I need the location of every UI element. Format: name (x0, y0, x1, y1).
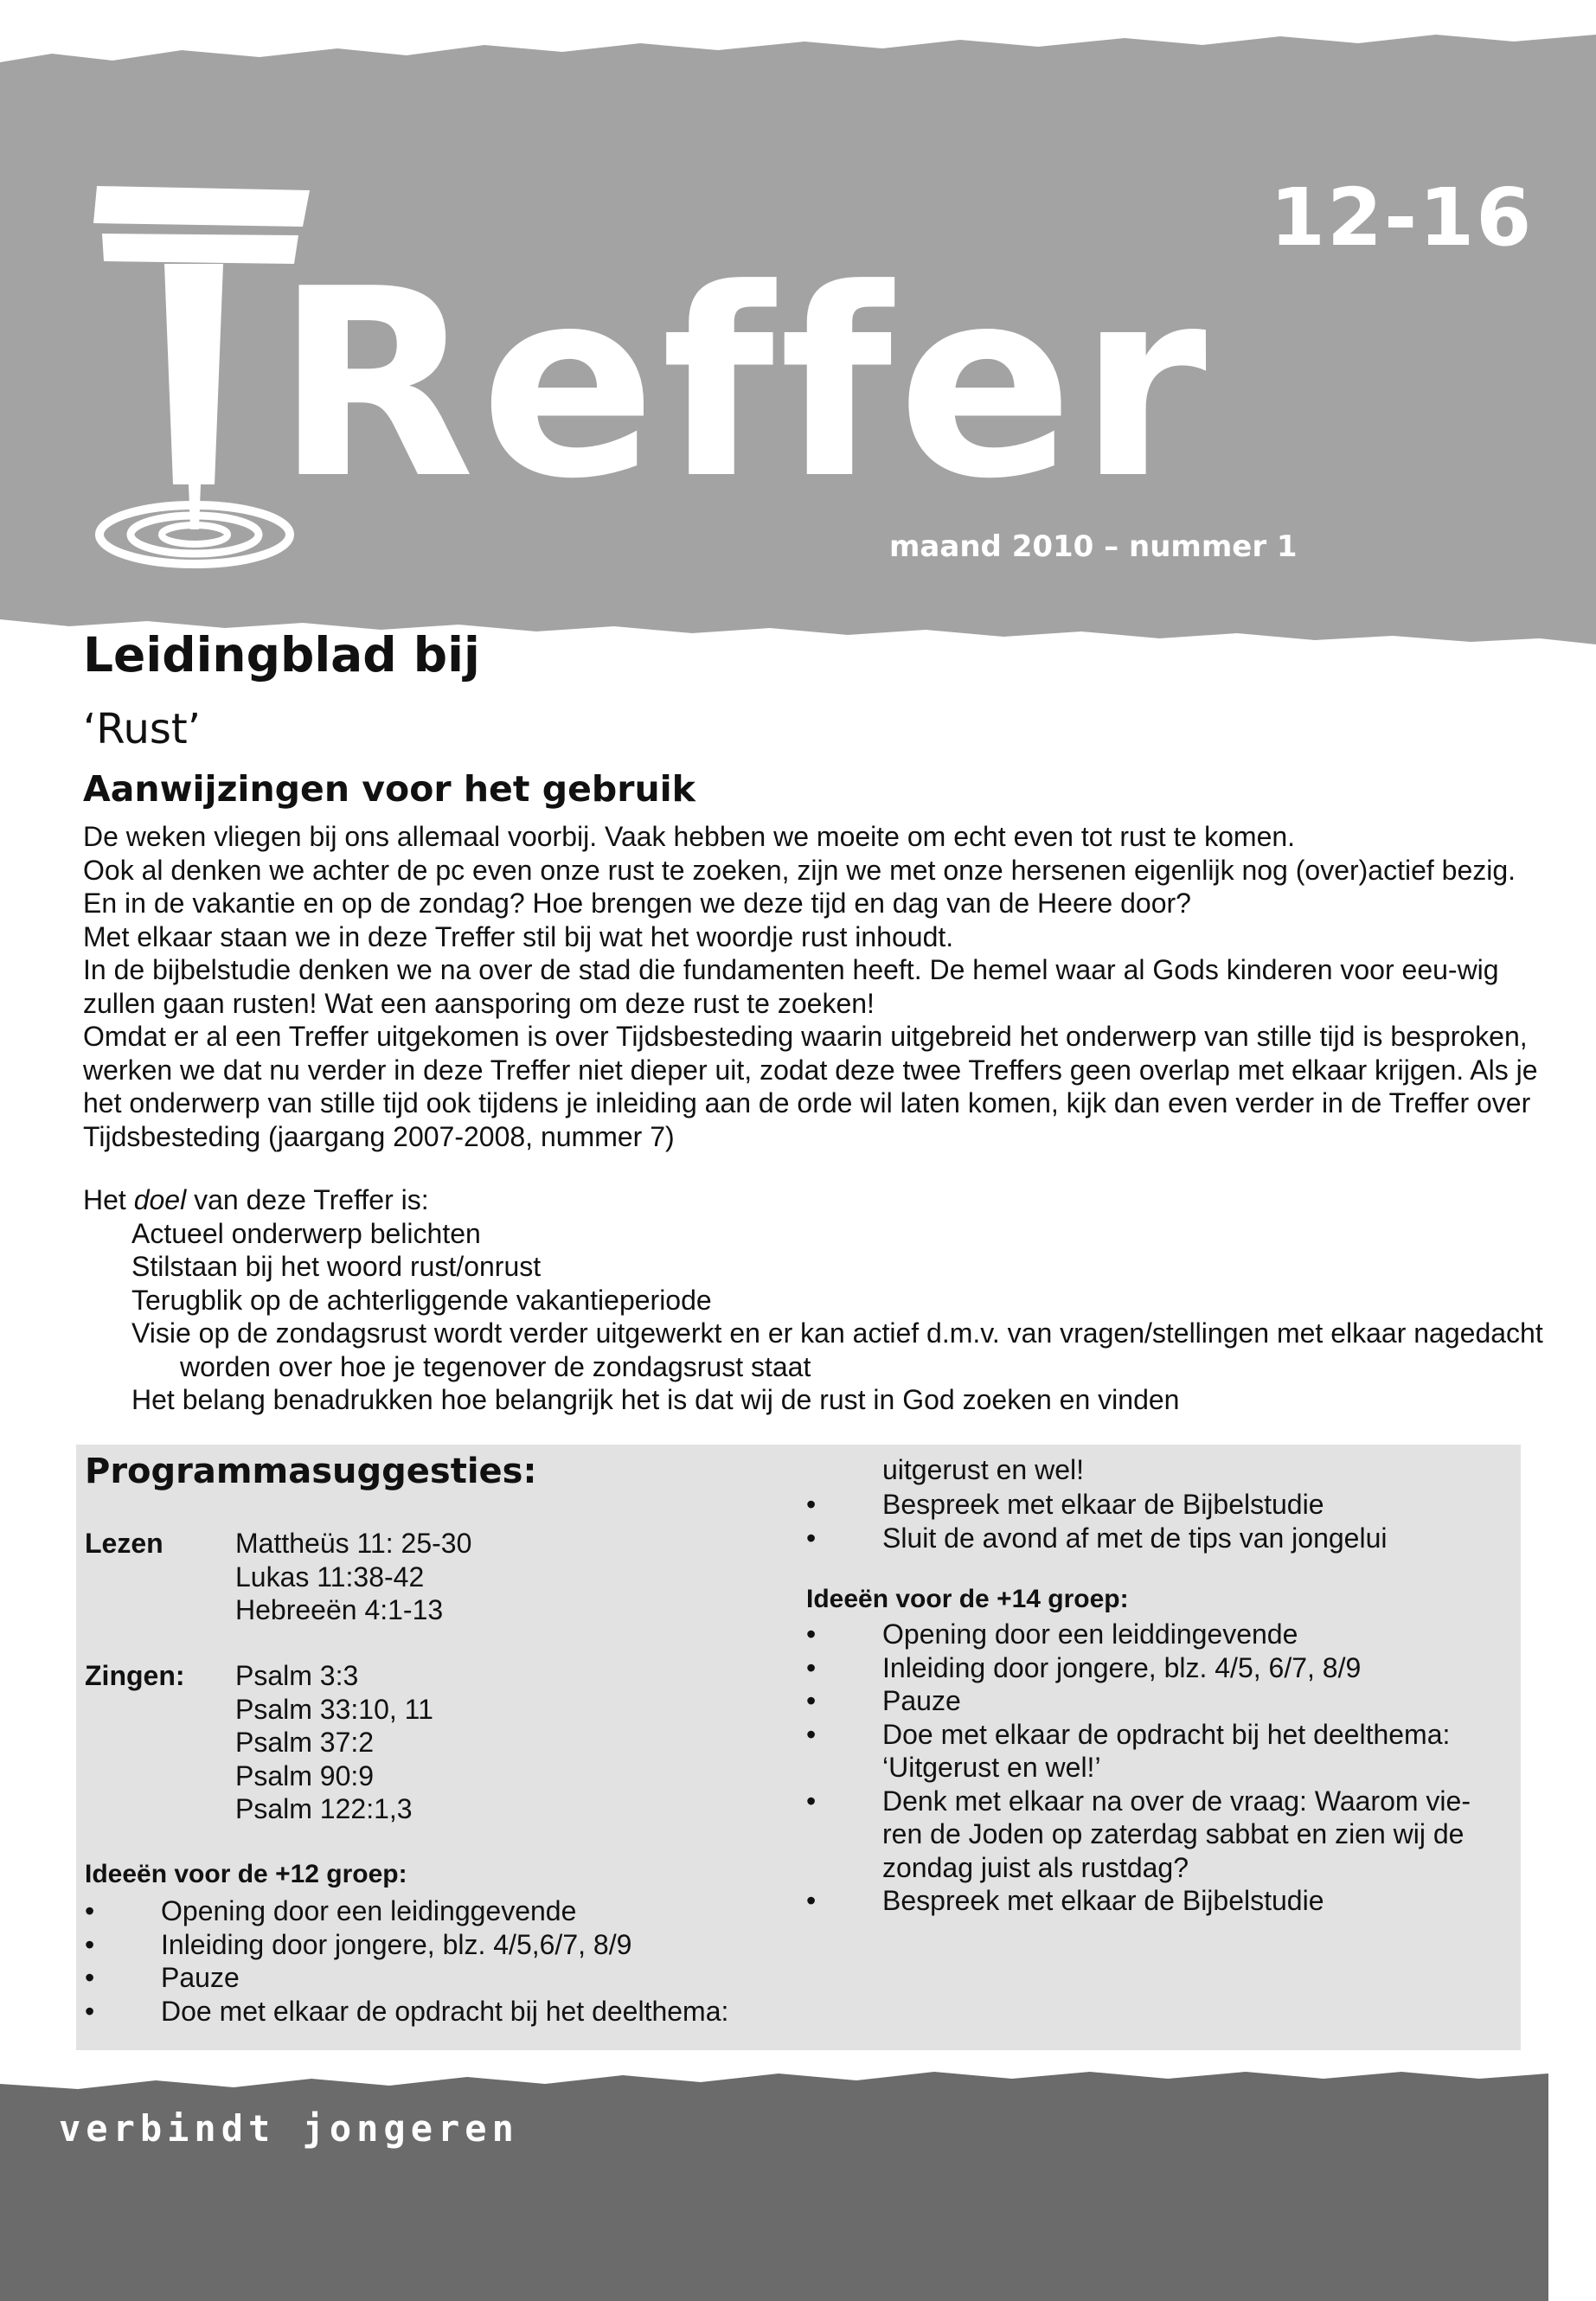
intro-paragraph: De weken vliegen bij ons allemaal voorbij. Vaak hebben we moeite om echt even tot rust te komen. (83, 821, 1296, 852)
page-title: Leidingblad bij (83, 627, 480, 683)
reading-label: Lezen (85, 1528, 163, 1559)
group12-item: • Sluit de avond af met de tips van jongelui (806, 1522, 1516, 1555)
goal-list (83, 1217, 1545, 1417)
program-suggestions-box (76, 1445, 1521, 2050)
intro-text (83, 820, 1545, 1153)
goal-intro: Het doel van deze Treffer is: (83, 1184, 429, 1215)
masthead-band (0, 0, 1596, 657)
program-title: Programmasuggesties: (85, 1452, 537, 1491)
footer-band (0, 2072, 1596, 2301)
group12-item: • Doe met elkaar de opdracht bij het deelthema: (85, 1995, 794, 2029)
goal-emphasis: doel (133, 1184, 187, 1215)
group14-item: • Denk met elkaar na over de vraag: Waarom vie-ren de Joden op zaterdag sabbat en zien wij de zondag juist als rustdag? (806, 1785, 1481, 1885)
goal-item: Het belang benadrukken hoe belangrijk het is dat wij de rust in God zoeken en vinden (131, 1384, 1180, 1415)
goal-item: Terugblik op de achterliggende vakantieperiode (131, 1284, 712, 1316)
reading-item: Hebreeën 4:1-13 (235, 1594, 444, 1625)
group12-more-list (806, 1488, 1516, 1554)
goal-item: Visie op de zondagsrust wordt verder uitgewerkt en er kan actief d.m.v. van vragen/stellingen met elkaar nagedacht worden over hoe je tegenover de zondagsrust staat (131, 1317, 1543, 1382)
reading-item: Lukas 11:38-42 (235, 1561, 425, 1593)
group12-heading: Ideeën voor de +12 groep: (85, 1860, 407, 1888)
group12-list (85, 1894, 794, 2028)
singing-item: Psalm 3:3 (235, 1660, 359, 1691)
group14-item: • Pauze (806, 1684, 1481, 1718)
singing-list (235, 1659, 754, 1826)
footer-background (0, 2072, 1548, 2301)
goal-section (83, 1183, 1545, 1417)
reading-list (235, 1527, 754, 1627)
group14-item: • Bespreek met elkaar de Bijbelstudie (806, 1884, 1481, 1918)
group14-item: • Opening door een leiddingevende (806, 1618, 1481, 1651)
group14-list (806, 1618, 1481, 1918)
singing-item: Psalm 122:1,3 (235, 1793, 413, 1824)
section-heading: Aanwijzingen voor het gebruik (83, 768, 695, 810)
reading-item: Mattheüs 11: 25-30 (235, 1528, 472, 1559)
group12-continued: uitgerust en wel! (882, 1454, 1085, 1485)
group12-item: • Bespreek met elkaar de Bijbelstudie (806, 1488, 1516, 1522)
singing-item: Psalm 33:10, 11 (235, 1693, 433, 1725)
group14-item: • Doe met elkaar de opdracht bij het deelthema: ‘Uitgerust en wel!’ (806, 1718, 1481, 1785)
singing-item: Psalm 37:2 (235, 1727, 375, 1758)
theme-title: ‘Rust’ (83, 705, 201, 753)
group12-item: • Pauze (85, 1961, 794, 1995)
singing-block (85, 1659, 777, 1832)
singing-label: Zingen: (85, 1660, 185, 1691)
footer-tagline: verbindt jongeren (59, 2107, 519, 2150)
group12-item: • Opening door een leidinggevende (85, 1894, 794, 1928)
group12-item: • Inleiding door jongere, blz. 4/5,6/7, 8/9 (85, 1928, 794, 1962)
singing-item: Psalm 90:9 (235, 1759, 375, 1791)
group14-heading: Ideeën voor de +14 groep: (806, 1585, 1129, 1613)
intro-paragraph: Ook al denken we achter de pc even onze rust te zoeken, zijn we met onze hersenen eigenlijk nog (over)actief bezig. En in de vakantie en op de zondag? Hoe brengen we deze tijd en dag van de Heere door? (83, 854, 1516, 919)
goal-item: Stilstaan bij het woord rust/onrust (131, 1251, 542, 1282)
age-range-label: 12-16 (1270, 171, 1534, 264)
intro-paragraph: Omdat er al een Treffer uitgekomen is over Tijdsbesteding waarin uitgebreid het onderwerp van stille tijd is besproken, werken we dat nu verder in deze Treffer niet dieper uit, zodat deze twee Treffers geen overlap met elkaar krijgen. Als je het onderwerp van stille tijd ook tijdens je inleiding aan de orde wil laten komen, kijk dan even verder in de Treffer over Tijdsbesteding (jaargang 2007-2008, nummer 7) (83, 1021, 1538, 1152)
reading-block (85, 1527, 777, 1631)
logo-letters: Reffer (275, 234, 1212, 535)
intro-paragraph: In de bijbelstudie denken we na over de stad die fundamenten heeft. De hemel waar al Gods kinderen voor eeu-wig zullen gaan rusten! Wat een aansporing om deze rust te zoeken! (83, 954, 1499, 1019)
goal-item: Actueel onderwerp belichten (131, 1217, 481, 1249)
issue-line: maand 2010 – nummer 1 (889, 529, 1298, 564)
intro-paragraph: Met elkaar staan we in deze Treffer stil bij wat het woordje rust inhoudt. (83, 920, 954, 952)
group14-item: • Inleiding door jongere, blz. 4/5, 6/7, 8/9 (806, 1651, 1481, 1685)
